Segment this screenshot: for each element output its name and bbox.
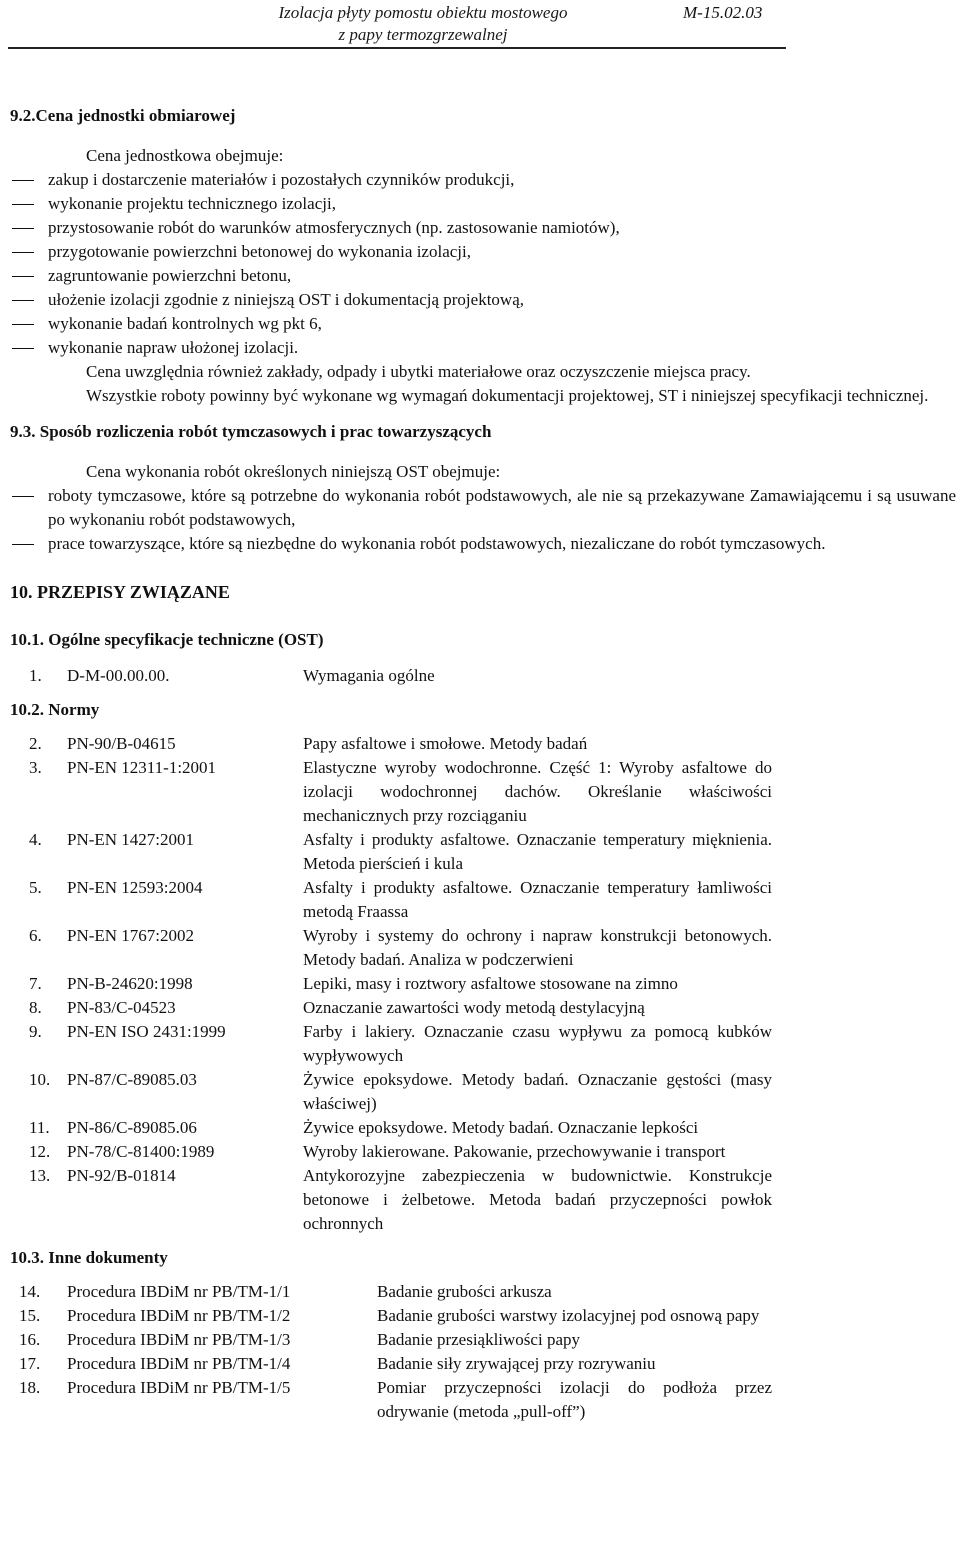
reference-row	[10, 996, 772, 1020]
reference-number: 7.	[29, 974, 42, 993]
reference-row	[10, 876, 772, 924]
reference-title: Badanie siły zrywającej przy rozrywaniu	[377, 1354, 656, 1373]
reference-row	[10, 1164, 772, 1236]
reference-row	[10, 1020, 772, 1068]
reference-code: PN-EN 12311-1:2001	[67, 758, 217, 777]
reference-row	[10, 1140, 772, 1164]
reference-title: Żywice epoksydowe. Metody badań. Oznaczanie gęstości (masy właściwej)	[303, 1070, 772, 1113]
section-9-2-para2: Wszystkie roboty powinny być wykonane wg wymagań dokumentacji projektowej, ST i niniejszej specyfikacji technicznej.	[86, 386, 929, 405]
reference-row	[10, 924, 772, 972]
reference-row	[10, 1116, 772, 1140]
list-item: wykonanie badań kontrolnych wg pkt 6,	[10, 312, 956, 336]
reference-title: Elastyczne wyroby wodochronne. Część 1: Wyroby asfaltowe do izolacji wodochronnej dachów. Określanie właściwości mechanicznych przy rozciąganiu	[303, 758, 772, 825]
reference-title: Papy asfaltowe i smołowe. Metody badań	[303, 734, 588, 753]
list-item: ułożenie izolacji zgodnie z niniejszą OST i dokumentacją projektową,	[10, 288, 956, 312]
reference-code: Procedura IBDiM nr PB/TM-1/2	[67, 1306, 291, 1325]
reference-title: Lepiki, masy i roztwory asfaltowe stosowane na zimno	[303, 974, 678, 993]
reference-title: Asfalty i produkty asfaltowe. Oznaczanie temperatury mięknienia. Metoda pierścień i kula	[303, 830, 772, 873]
reference-title: Wyroby lakierowane. Pakowanie, przechowywanie i transport	[303, 1142, 726, 1161]
header-title-line2: z papy termozgrzewalnej	[338, 25, 508, 44]
section-10-heading: 10. PRZEPISY ZWIĄZANE	[10, 582, 230, 602]
reference-title: Badanie grubości arkusza	[377, 1282, 552, 1301]
reference-number: 17.	[19, 1354, 41, 1373]
reference-code: PN-92/B-01814	[67, 1166, 176, 1185]
reference-title: Badanie przesiąkliwości papy	[377, 1330, 580, 1349]
list-item: przystosowanie robót do warunków atmosferycznych (np. zastosowanie namiotów),	[10, 216, 956, 240]
reference-code: PN-83/C-04523	[67, 998, 176, 1017]
section-9-3-list	[10, 484, 956, 556]
reference-number: 4.	[29, 830, 42, 849]
section-10-3-list	[10, 1280, 772, 1424]
reference-title: Badanie grubości warstwy izolacyjnej pod osnową papy	[377, 1306, 760, 1325]
reference-row	[10, 1328, 772, 1352]
reference-code: PN-EN ISO 2431:1999	[67, 1022, 226, 1041]
reference-number: 3.	[29, 758, 42, 777]
reference-row	[10, 664, 956, 688]
reference-number: 6.	[29, 926, 42, 945]
reference-code: Procedura IBDiM nr PB/TM-1/5	[67, 1378, 291, 1397]
reference-title: Żywice epoksydowe. Metody badań. Oznaczanie lepkości	[303, 1118, 699, 1137]
reference-title: Pomiar przyczepności izolacji do podłoża przez odrywanie (metoda „pull-off”)	[377, 1378, 772, 1421]
section-10-2-list	[10, 732, 772, 1236]
list-item: zagruntowanie powierzchni betonu,	[10, 264, 956, 288]
reference-code: PN-EN 1767:2002	[67, 926, 195, 945]
reference-number: 14.	[19, 1282, 41, 1301]
reference-row	[10, 1304, 772, 1328]
header-code: M-15.02.03	[683, 3, 763, 22]
reference-number: 11.	[29, 1118, 50, 1137]
reference-code: PN-90/B-04615	[67, 734, 176, 753]
section-9-3-heading: 9.3. Sposób rozliczenia robót tymczasowych i prac towarzyszących	[10, 422, 492, 441]
header-title-line1: Izolacja płyty pomostu obiektu mostowego	[278, 3, 568, 22]
reference-code: PN-86/C-89085.06	[67, 1118, 197, 1137]
reference-number: 1.	[29, 666, 42, 685]
reference-number: 2.	[29, 734, 42, 753]
reference-number: 10.	[29, 1070, 51, 1089]
reference-code: PN-EN 12593:2004	[67, 878, 203, 897]
reference-code: Procedura IBDiM nr PB/TM-1/3	[67, 1330, 291, 1349]
reference-row	[10, 972, 772, 996]
list-item: zakup i dostarczenie materiałów i pozostałych czynników produkcji,	[10, 168, 956, 192]
reference-code: D-M-00.00.00.	[67, 666, 170, 685]
reference-title: Asfalty i produkty asfaltowe. Oznaczanie temperatury łamliwości metodą Fraassa	[303, 878, 772, 921]
header-rule	[8, 47, 786, 49]
reference-row	[10, 1280, 772, 1304]
reference-row	[10, 756, 772, 828]
section-9-3-intro: Cena wykonania robót określonych niniejszą OST obejmuje:	[86, 462, 501, 481]
section-10-1-heading: 10.1. Ogólne specyfikacje techniczne (OST)	[10, 630, 324, 649]
list-item: wykonanie napraw ułożonej izolacji.	[10, 336, 956, 360]
section-10-2-heading: 10.2. Normy	[10, 700, 100, 719]
reference-number: 9.	[29, 1022, 42, 1041]
reference-code: PN-87/C-89085.03	[67, 1070, 197, 1089]
reference-title: Wymagania ogólne	[303, 666, 435, 685]
reference-code: PN-B-24620:1998	[67, 974, 193, 993]
document-body	[10, 104, 956, 1424]
reference-title: Farby i lakiery. Oznaczanie czasu wypływu za pomocą kubków wypływowych	[303, 1022, 772, 1065]
reference-title: Oznaczanie zawartości wody metodą destylacyjną	[303, 998, 645, 1017]
section-9-2-list	[10, 168, 956, 360]
reference-code: Procedura IBDiM nr PB/TM-1/1	[67, 1282, 291, 1301]
reference-code: Procedura IBDiM nr PB/TM-1/4	[67, 1354, 291, 1373]
section-10-1-list	[10, 664, 956, 688]
reference-row	[10, 1068, 772, 1116]
reference-number: 13.	[29, 1166, 51, 1185]
list-item: roboty tymczasowe, które są potrzebne do wykonania robót podstawowych, ale nie są przekazywane Zamawiającemu i są usuwane po wykonaniu robót podstawowych,	[10, 484, 956, 532]
section-9-2-intro: Cena jednostkowa obejmuje:	[86, 146, 284, 165]
page-header	[0, 0, 960, 50]
section-9-2-para1: Cena uwzględnia również zakłady, odpady i ubytki materiałowe oraz oczyszczenie miejsca pracy.	[86, 362, 751, 381]
reference-number: 18.	[19, 1378, 41, 1397]
reference-code: PN-78/C-81400:1989	[67, 1142, 215, 1161]
section-10-3-heading: 10.3. Inne dokumenty	[10, 1248, 168, 1267]
reference-code: PN-EN 1427:2001	[67, 830, 195, 849]
list-item: przygotowanie powierzchni betonowej do wykonania izolacji,	[10, 240, 956, 264]
reference-number: 8.	[29, 998, 42, 1017]
reference-row	[10, 1352, 772, 1376]
reference-number: 12.	[29, 1142, 51, 1161]
reference-number: 5.	[29, 878, 42, 897]
list-item: wykonanie projektu technicznego izolacji,	[10, 192, 956, 216]
header-title	[243, 2, 603, 46]
reference-number: 16.	[19, 1330, 41, 1349]
reference-row	[10, 828, 772, 876]
list-item: prace towarzyszące, które są niezbędne do wykonania robót podstawowych, niezaliczane do robót tymczasowych.	[10, 532, 956, 556]
reference-title: Antykorozyjne zabezpieczenia w budownictwie. Konstrukcje betonowe i żelbetowe. Metoda badań przyczepności powłok ochronnych	[303, 1166, 772, 1233]
reference-row	[10, 1376, 772, 1424]
reference-number: 15.	[19, 1306, 41, 1325]
reference-title: Wyroby i systemy do ochrony i napraw konstrukcji betonowych. Metody badań. Analiza w podczerwieni	[303, 926, 772, 969]
section-9-2-heading: 9.2.Cena jednostki obmiarowej	[10, 106, 236, 125]
reference-row	[10, 732, 772, 756]
